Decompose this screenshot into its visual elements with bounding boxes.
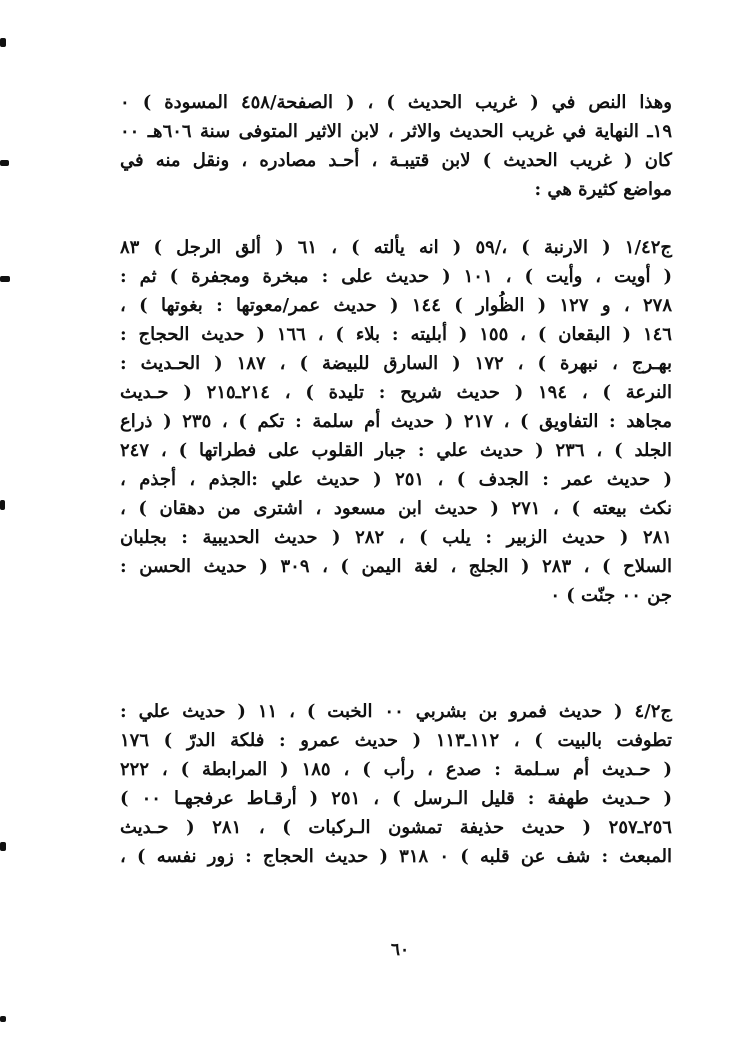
text-line: ج١/٤٢ ( الارنبة ) ،/٥٩ ( انه يألته ) ، ٦١ ( ألق الرجل ) ٨٣ <box>120 237 672 258</box>
margin-mark <box>0 1016 6 1022</box>
text-line: الجلد ) ، ٢٣٦ ( حديث علي : جبار القلوب على فطراتها ) ، ٢٤٧ <box>120 440 672 461</box>
text-line: ( أويت ، وأيت ) ، ١٠١ ( حديث على : مبخرة ومجفرة ) ثم : <box>120 266 672 287</box>
text-line: وهذا النص في ( غريب الحديث ) ، ( الصفحة/٤٥٨ المسودة ) ٠ <box>120 92 672 113</box>
text-line: مواضع كثيرة هي : <box>534 179 672 200</box>
margin-mark <box>0 276 10 282</box>
text-line: كان ( غريب الحديث ) لابن قتيبـة ، أحـد مصادره ، ونقل منه في <box>120 150 672 171</box>
text-line: مجاهد : التفاويق ) ، ٢١٧ ( حديث أم سلمة : تكم ) ، ٢٣٥ ( ذراع <box>120 411 672 432</box>
margin-mark <box>0 160 9 166</box>
text-line: النرعة ) ، ١٩٤ ( حديث شريح : تليدة ) ، ٢١٤ـ٢١٥ ( حـديث <box>120 382 672 403</box>
text-line: نكث بيعته ) ، ٢٧١ ( حديث ابن مسعود ، اشترى من دهقان ) ، <box>120 498 672 519</box>
text-line: ٢٨١ ( حديث الزبير : يلب ) ، ٢٨٢ ( حديث الحديبية : بجلبان <box>120 527 672 548</box>
margin-mark <box>0 38 6 47</box>
text-line: المبعث : شف عن قلبه ) ٠ ٣١٨ ( حديث الحجاج : زور نفسه ) ، <box>120 846 672 867</box>
volume-2-references <box>120 697 672 871</box>
text-line: السلاح ) ، ٢٨٣ ( الجلج ، لغة اليمن ) ، ٣٠٩ ( حديث الحسن : <box>120 556 673 577</box>
text-line: جن ٠٠ جنّت ) ٠ <box>550 585 672 606</box>
text-line: ( حـديث أم سـلمة : صدع ، رأب ) ، ١٨٥ ( المرابطة ) ، ٢٢٢ <box>120 759 672 780</box>
text-line: ( حـديث طهفة : قليل الـرسل ) ، ٢٥١ ( أرقـاط عرفجهـا ٠٠ ) <box>120 788 672 809</box>
text-line: ٢٥٦ـ٢٥٧ ( حديث حذيفة تمشون الـركبات ) ، ٢٨١ ( حـديث <box>120 817 672 838</box>
margin-mark <box>0 500 5 510</box>
margin-mark <box>0 842 6 851</box>
text-line: ١٤٦ ( البقعان ) ، ١٥٥ ( أبليته : بلاء ) ، ١٦٦ ( حديث الحجاج : <box>120 324 672 345</box>
intro-paragraph <box>120 88 672 204</box>
text-line: ٢٧٨ ، و ١٢٧ ( الظُوار ) ١٤٤ ( حديث عمر/معوتها : بغوتها ) ، <box>120 295 673 316</box>
text-line: ١٩ـ النهاية في غريب الحديث والاثر ، لابن الاثير المتوفى سنة ٦٠٦هـ ٠٠ <box>120 121 672 142</box>
text-line: تطوفت بالبيت ) ، ١١٢ـ١١٣ ( حديث عمرو : فلكة الدرّ ) ١٧٦ <box>120 730 672 751</box>
volume-1-references <box>120 233 672 610</box>
page-number: ٦٠ <box>390 940 410 960</box>
text-line: ج٤/٢ ( حديث فمرو بن بشربي ٠٠ الخبت ) ، ١١ ( حديث علي : <box>120 701 672 722</box>
text-line: بهـرج ، نبهرة ) ، ١٧٢ ( السارق للبيضة ) ، ١٨٧ ( الحـديث : <box>120 353 672 374</box>
text-line: ( حديث عمر : الجدف ) ، ٢٥١ ( حديث علي :الجذم ، أجذم ، <box>120 469 673 490</box>
